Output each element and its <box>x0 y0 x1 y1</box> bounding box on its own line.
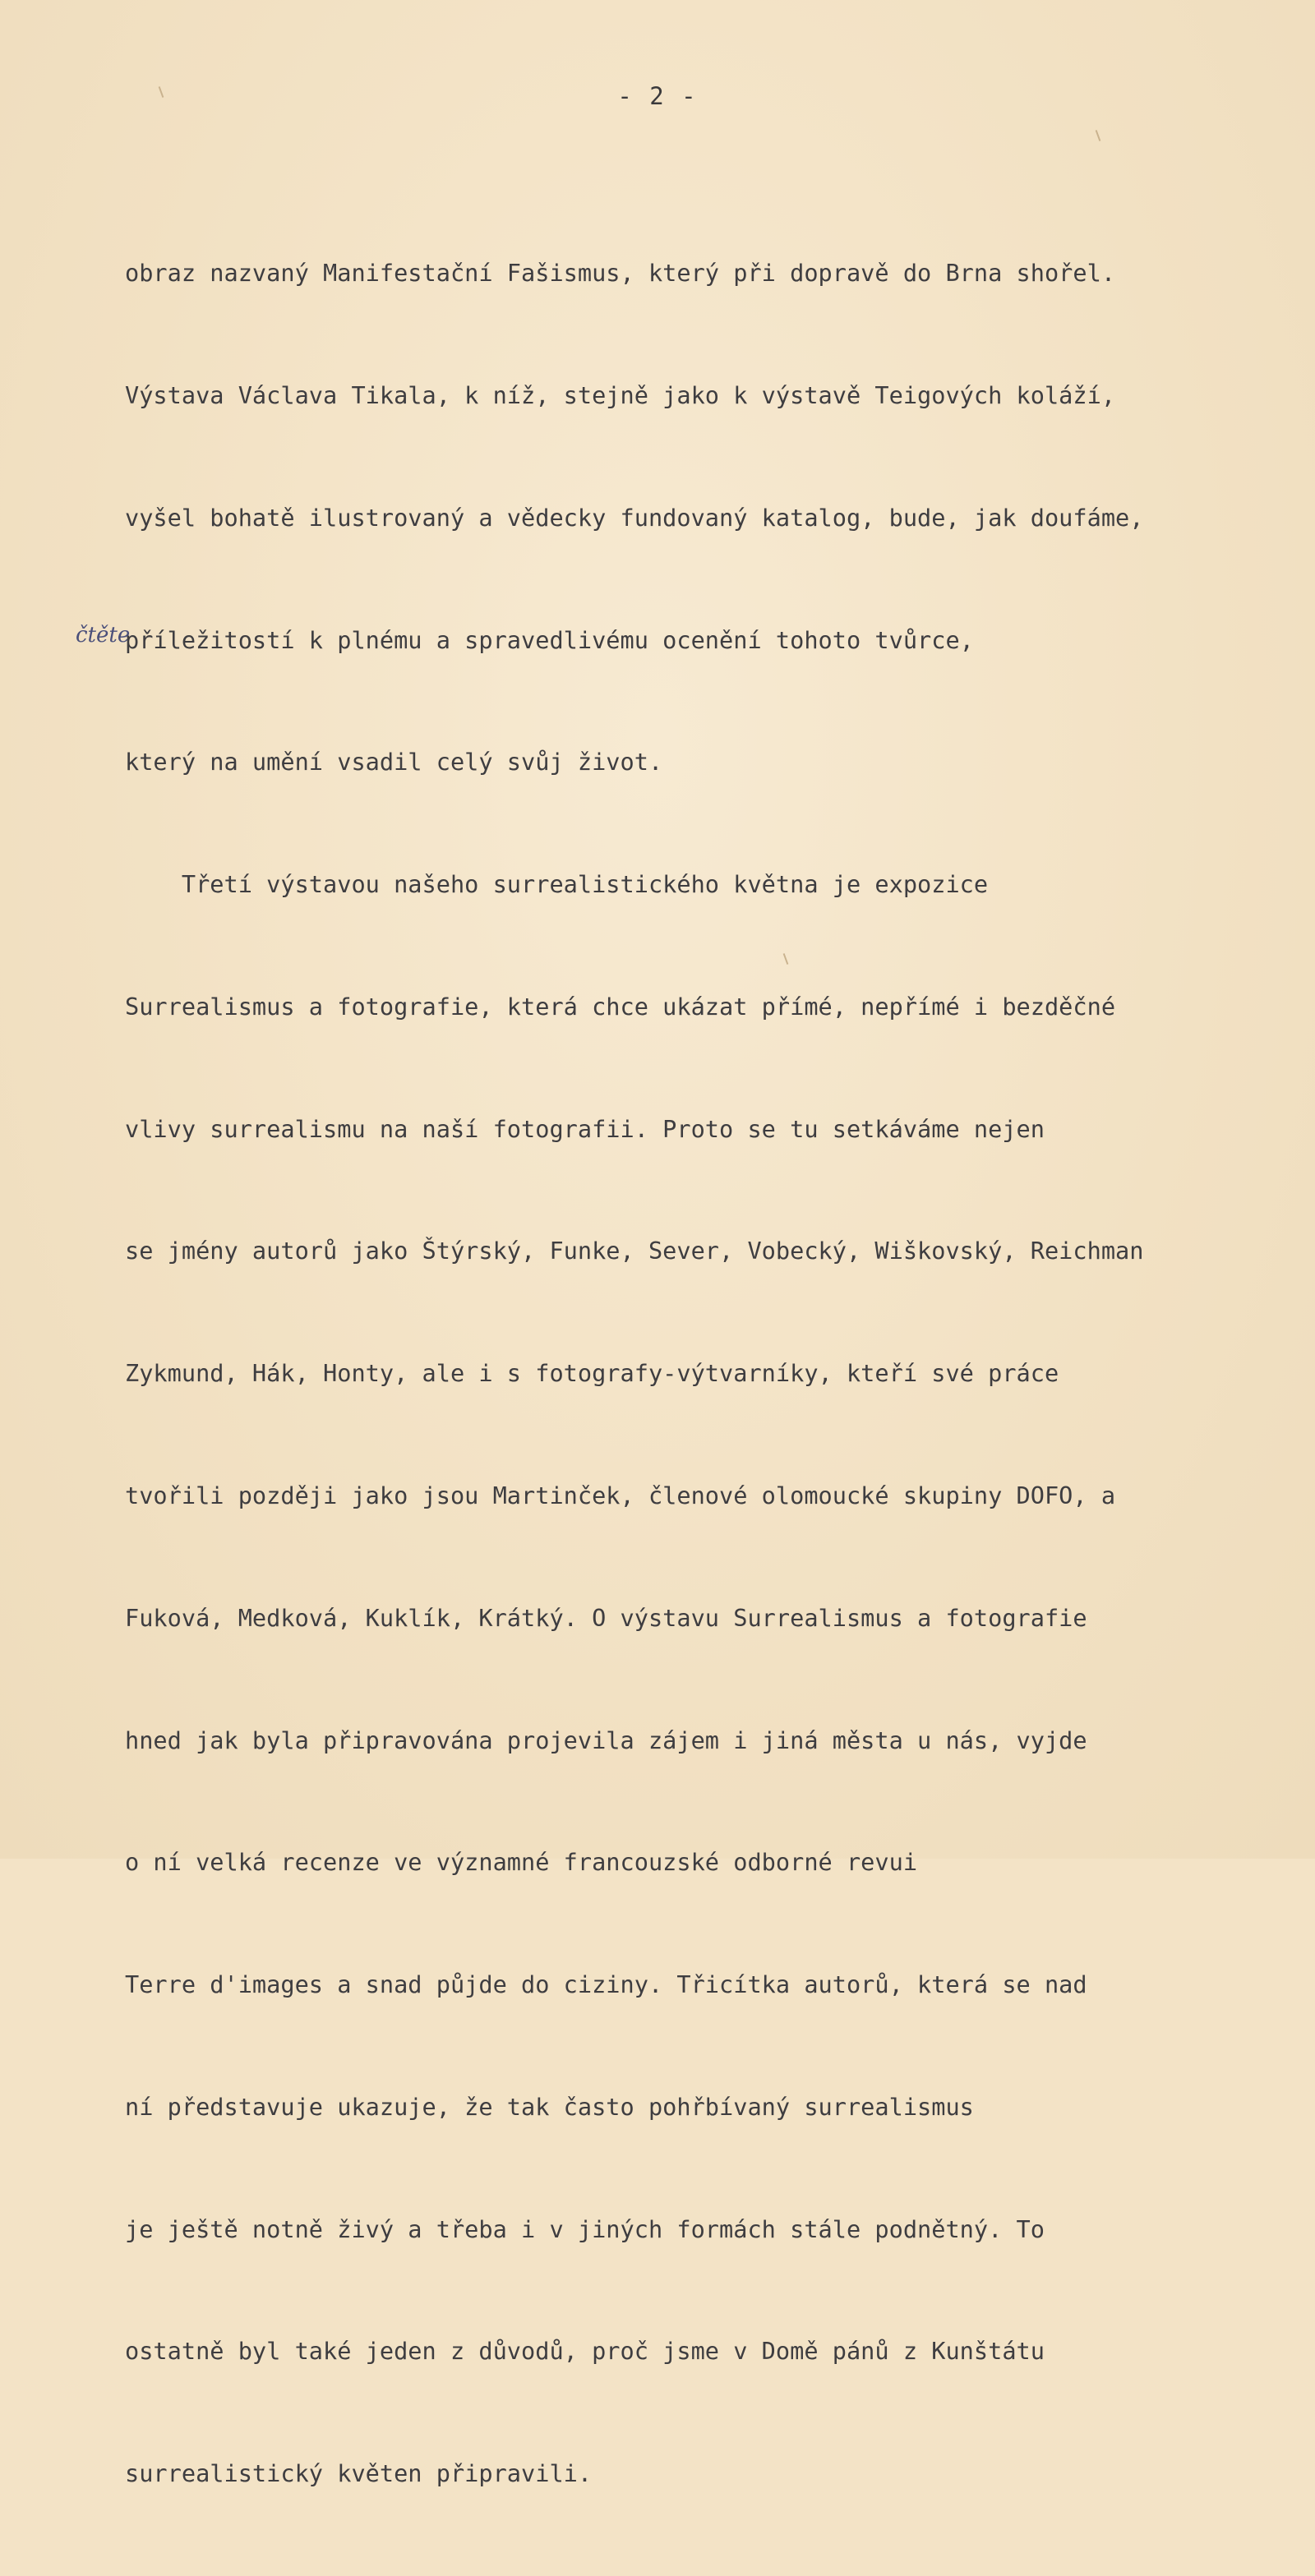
text-line: Fuková, Medková, Kuklík, Krátký. O výstavu Surrealismus a fotografie <box>125 1603 1087 1632</box>
text-line: tvořili později jako jsou Martinček, členové olomoucké skupiny DOFO, a <box>125 1482 1116 1509</box>
text-line: o ní velká recenze ve významné francouzské odborné revui <box>125 1848 918 1877</box>
text-line: je ještě notně živý a třeba i v jiných formách stále podnětný. To <box>125 2214 1045 2243</box>
text-line: Výstava Václava Tikala, k níž, stejně jako k výstavě Teigových koláží, <box>125 380 1116 409</box>
text-line: se jmény autorů jako Štýrský, Funke, Sever, Vobecký, Wiškovský, Reichman <box>125 1237 1144 1265</box>
text-line: vyšel bohatě ilustrovaný a vědecky fundovaný katalog, bude, jak doufáme, <box>125 503 1144 532</box>
paper-speck <box>1096 130 1101 141</box>
handwritten-margin-note: čtěte <box>76 623 131 647</box>
text-line: vlivy surrealismu na naší fotografii. Proto se tu setkáváme nejen <box>125 1114 1045 1143</box>
page-number: - 2 - <box>617 82 698 110</box>
text-line: surrealistický květen připravili. <box>125 2459 593 2488</box>
text-line: obraz nazvaný Manifestační Fašismus, který při dopravě do Brna shořel. <box>125 259 1116 288</box>
text-line: ní představuje ukazuje, že tak často pohřbívaný surrealismus <box>125 2092 974 2121</box>
text-line: příležitostí k plnému a spravedlivému ocenění tohoto tvůrce, <box>125 625 974 654</box>
text-line: Třetí výstavou našeho surrealistického května je expozice <box>125 870 989 899</box>
text-line: Terre d'images a snad půjde do ciziny. Třicítka autorů, která se nad <box>125 1970 1087 1999</box>
typewritten-text <box>125 172 1308 2576</box>
text-line: Zykmund, Hák, Honty, ale i s fotografy-výtvarníky, kteří své práce <box>125 1359 1059 1388</box>
text-line: Surrealismus a fotografie, která chce ukázat přímé, nepřímé i bezděčné <box>125 992 1116 1021</box>
text-line: který na umění vsadil celý svůj život. <box>125 748 663 776</box>
text-line: ostatně byl také jeden z důvodů, proč jsme v Domě pánů z Kunštátu <box>125 2337 1045 2366</box>
text-line: hned jak byla připravována projevila zájem i jiná města u nás, vyjde <box>125 1726 1087 1754</box>
